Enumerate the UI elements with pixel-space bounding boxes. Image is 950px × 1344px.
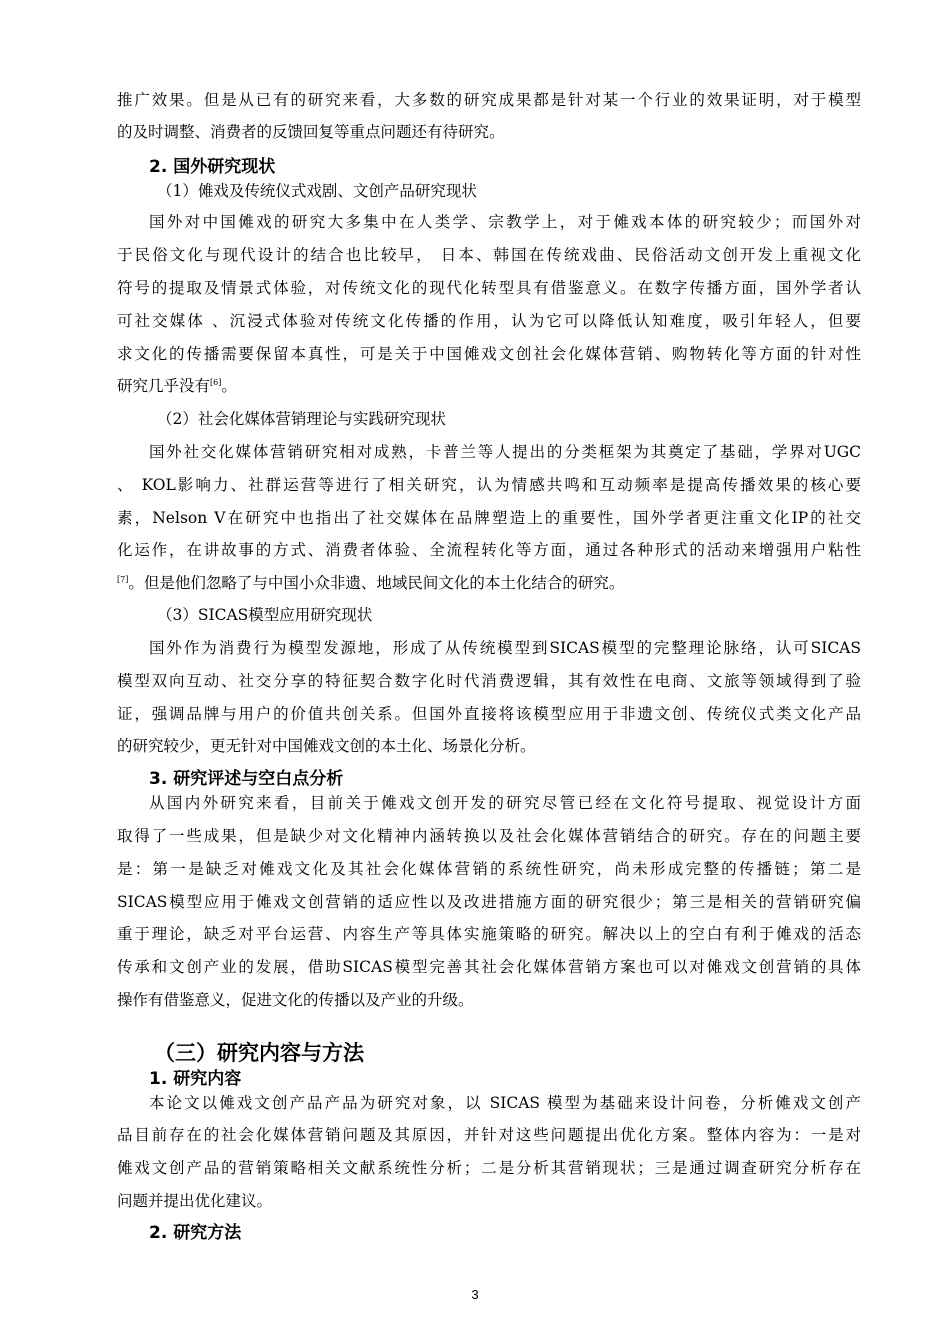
paragraph-line: 国外对中国傩戏的研究大多集中在人类学、宗教学上，对于傩戏本体的研究较少；而国外对 xyxy=(149,213,861,231)
paragraph-line: 的研究较少，更无针对中国傩戏文创的本土化、场景化分析。 xyxy=(117,737,536,755)
paragraph-line: 从国内外研究来看，目前关于傩戏文创开发的研究尽管已经在文化符号提取、视觉设计方面 xyxy=(149,794,861,812)
paragraph-line: 本论文以傩戏文创产品产品为研究对象，以 SICAS 模型为基础来设计问卷，分析傩戏文创产 xyxy=(149,1094,861,1112)
paragraph-line: 于民俗文化与现代设计的结合也比较早， 日本、韩国在传统戏曲、民俗活动文创开发上重视文化 xyxy=(117,246,861,264)
paragraph-line: 国外作为消费行为模型发源地，形成了从传统模型到SICAS模型的完整理论脉络，认可SICAS xyxy=(149,639,861,657)
paragraph-line: 是：第一是缺乏对傩戏文化及其社会化媒体营销的系统性研究，尚未形成完整的传播链；第二是 xyxy=(117,860,861,878)
citation-ref: [6] xyxy=(210,377,222,387)
paragraph-text: 研究几乎没有 xyxy=(117,377,211,395)
paragraph-line: 素，Nelson V在研究中也指出了社交媒体在品牌塑造上的重要性，国外学者更注重文化IP的社交 xyxy=(117,509,861,527)
paragraph-line: 模型双向互动、社交分享的特征契合数字化时代消费逻辑，其有效性在电商、文旅等领域得到了验 xyxy=(117,672,861,690)
paragraph-text: 。但是他们忽略了与中国小众非遗、地域民间文化的本土化结合的研究。 xyxy=(128,574,625,592)
subsection-title: （3）SICAS模型应用研究现状 xyxy=(157,606,373,624)
section-heading-foreign-research: 2. 国外研究现状 xyxy=(149,157,276,177)
paragraph-line: 问题并提出优化建议。 xyxy=(117,1192,273,1210)
paragraph-line: 、 KOL影响力、社群运营等进行了相关研究，认为情感共鸣和互动频率是提高传播效果的核心要 xyxy=(117,476,861,494)
paragraph-line: 证，强调品牌与用户的价值共创关系。但国外直接将该模型应用于非遗文创、传统仪式类文化产品 xyxy=(117,705,861,723)
subsection-title: （2）社会化媒体营销理论与实践研究现状 xyxy=(157,410,446,428)
subsection-title: （1）傩戏及传统仪式戏剧、文创产品研究现状 xyxy=(157,182,477,200)
section-heading-research-methods: 2. 研究方法 xyxy=(149,1223,242,1243)
section-heading-review: 3. 研究评述与空白点分析 xyxy=(149,769,344,789)
paragraph-line xyxy=(117,573,861,593)
paragraph-line: 符号的提取及情景式体验，对传统文化的现代化转型具有借鉴意义。在数字传播方面，国外学者认 xyxy=(117,279,861,297)
paragraph-line: 操作有借鉴意义，促进文化的传播以及产业的升级。 xyxy=(117,991,474,1009)
paragraph-line xyxy=(117,376,861,396)
paragraph-line: 傩戏文创产品的营销策略相关文献系统性分析；二是分析其营销现状；三是通过调查研究分析存在 xyxy=(117,1159,861,1177)
citation-ref: [7] xyxy=(117,574,129,584)
paragraph-line: 可社交媒体 、沉浸式体验对传统文化传播的作用，认为它可以降低认知难度，吸引年轻人，但要 xyxy=(117,312,861,330)
paragraph-line: 推广效果。但是从已有的研究来看，大多数的研究成果都是针对某一个行业的效果证明，对于模型 xyxy=(117,91,861,109)
paragraph-line: SICAS模型应用于傩戏文创营销的适应性以及改进措施方面的研究很少；第三是相关的营销研究偏 xyxy=(117,893,861,911)
paragraph-line: 重于理论，缺乏对平台运营、内容生产等具体实施策略的研究。解决以上的空白有利于傩戏的活态 xyxy=(117,925,861,943)
paragraph-line: 国外社交化媒体营销研究相对成熟，卡普兰等人提出的分类框架为其奠定了基础，学界对UGC xyxy=(149,443,861,461)
paragraph-line: 的及时调整、消费者的反馈回复等重点问题还有待研究。 xyxy=(117,123,505,141)
paragraph-line: 品目前存在的社会化媒体营销问题及其原因，并针对这些问题提出优化方案。整体内容为：一是对 xyxy=(117,1126,861,1144)
section-heading-research-content: 1. 研究内容 xyxy=(149,1069,242,1089)
paragraph-line: 求文化的传播需要保留本真性，可是关于中国傩戏文创社会化媒体营销、购物转化等方面的针对性 xyxy=(117,345,861,363)
page-number: 3 xyxy=(471,1287,479,1302)
chapter-heading-content-methods: （三）研究内容与方法 xyxy=(154,1041,364,1065)
paragraph-line: 化运作，在讲故事的方式、消费者体验、全流程转化等方面，通过各种形式的活动来增强用户粘性 xyxy=(117,541,861,559)
paragraph-line: 取得了一些成果，但是缺少对文化精神内涵转换以及社会化媒体营销结合的研究。存在的问题主要 xyxy=(117,827,861,845)
paragraph-line: 传承和文创产业的发展，借助SICAS模型完善其社会化媒体营销方案也可以对傩戏文创营销的具体 xyxy=(117,958,861,976)
paragraph-text: 。 xyxy=(221,377,237,395)
